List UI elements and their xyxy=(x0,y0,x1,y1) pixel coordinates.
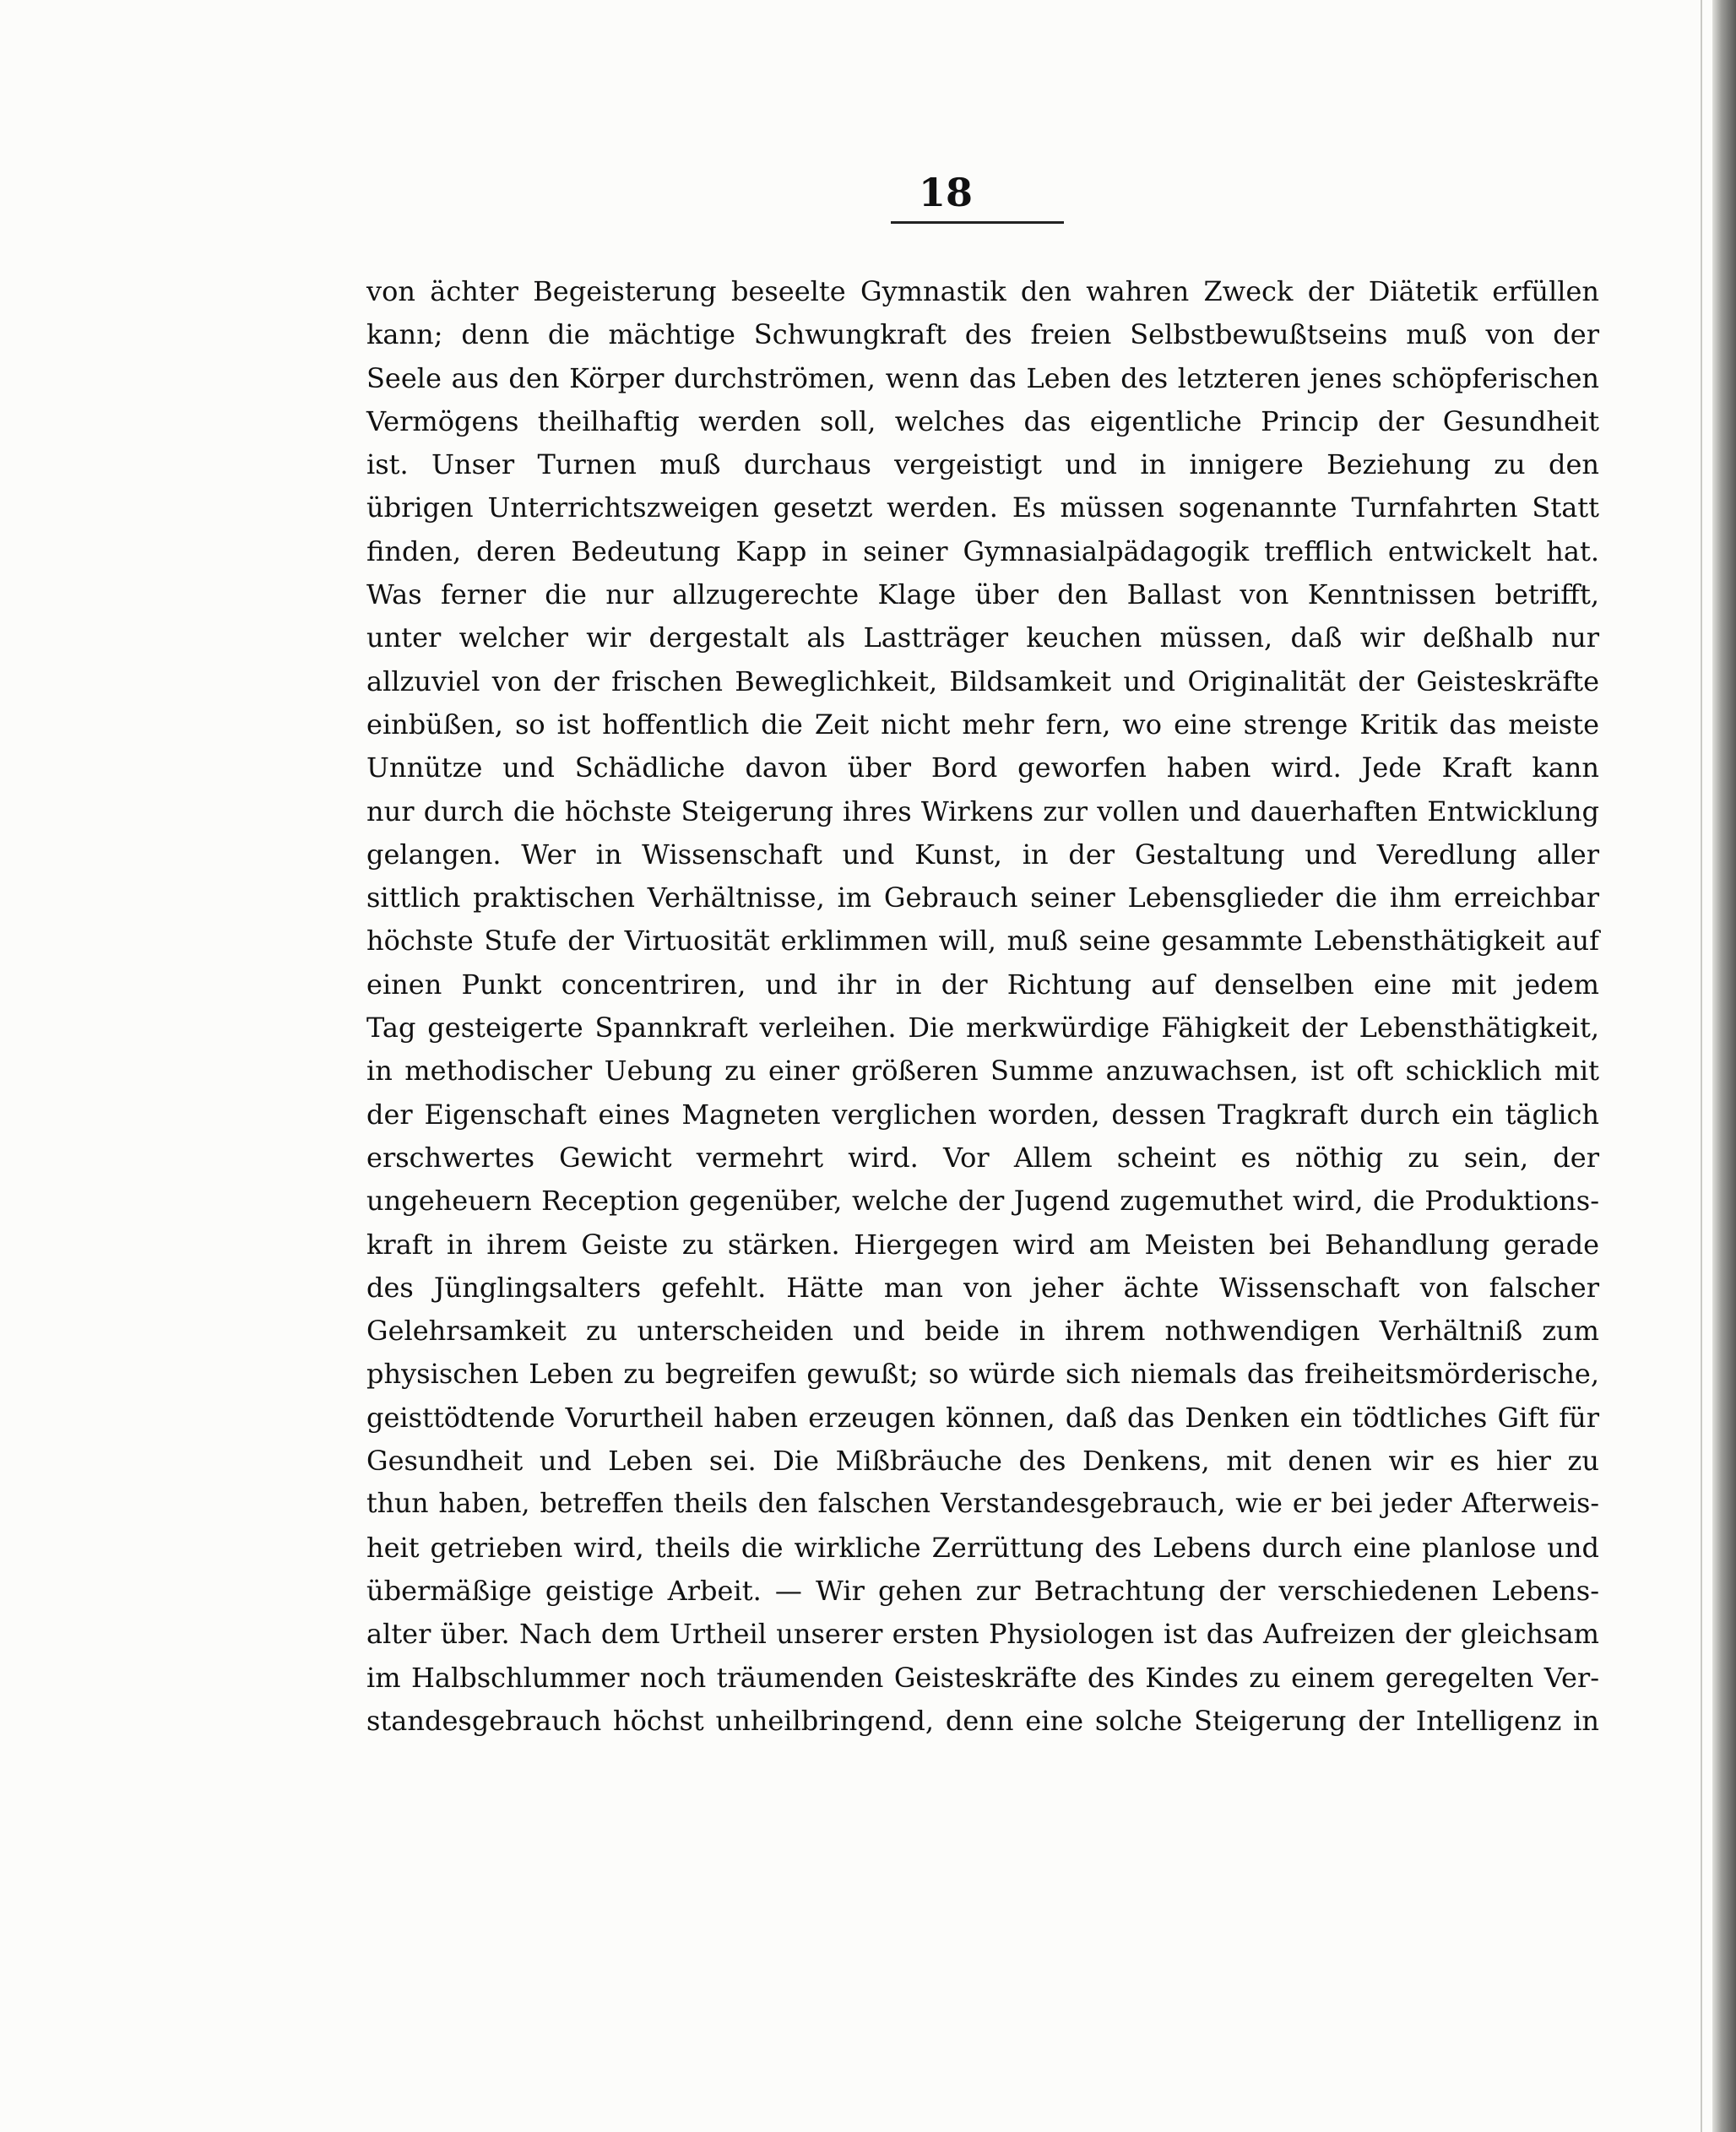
text-line: übermäßige geistige Arbeit. — Wir gehen zur Betrachtung der verschiedenen Lebens- xyxy=(366,1574,1599,1607)
text-line: von ächter Begeisterung beseelte Gymnastik den wahren Zweck der Diätetik erfüllen xyxy=(366,275,1599,307)
binding-edge xyxy=(1712,0,1736,2132)
body-text xyxy=(366,270,1599,1743)
text-line: höchste Stufe der Virtuosität erklimmen will, muß seine gesammte Lebensthätigkeit auf xyxy=(366,925,1599,958)
text-line: Was ferner die nur allzugerechte Klage über den Ballast von Kenntnissen betrifft, xyxy=(366,578,1599,611)
text-line: thun haben, betreffen theils den falschen Verstandesgebrauch, wie er bei jeder Afterweis- xyxy=(366,1489,1599,1520)
text-line: kann; denn die mächtige Schwungkraft des freien Selbstbewußtseins muß von der xyxy=(366,318,1599,351)
text-line: sittlich praktischen Verhältnisse, im Gebrauch seiner Lebensglieder die ihm erreichbar xyxy=(366,882,1599,914)
text-line: standesgebrauch höchst unheilbringend, denn eine solche Steigerung der Intelligenz in xyxy=(366,1704,1599,1737)
text-line: physischen Leben zu begreifen gewußt; so würde sich niemals das freiheitsmörderische, xyxy=(366,1358,1599,1391)
header-rule xyxy=(891,221,1064,224)
binding-shadow-line xyxy=(1701,0,1702,2132)
text-line: des Jünglingsalters gefehlt. Hätte man von jeher ächte Wissenschaft von falscher xyxy=(366,1271,1599,1304)
text-line: kraft in ihrem Geiste zu stärken. Hiergegen wird am Meisten bei Behandlung gerade xyxy=(366,1228,1599,1261)
text-line: unter welcher wir dergestalt als Lastträger keuchen müssen, daß wir deßhalb nur xyxy=(366,621,1599,654)
text-line: heit getrieben wird, theils die wirkliche Zerrüttung des Lebens durch eine planlose und xyxy=(366,1531,1599,1564)
text-line: einbüßen, so ist hoffentlich die Zeit nicht mehr fern, wo eine strenge Kritik das meiste xyxy=(366,708,1599,741)
text-line: Gelehrsamkeit zu unterscheiden und beide in ihrem nothwendigen Verhältniß zum xyxy=(366,1315,1599,1348)
text-line: ungeheuern Reception gegenüber, welche der Jugend zugemuthet wird, die Produktions- xyxy=(366,1185,1599,1218)
page-number: 18 xyxy=(918,170,973,215)
text-line: Tag gesteigerte Spannkraft verleihen. Die merkwürdige Fähigkeit der Lebensthätigkeit, xyxy=(366,1012,1599,1044)
text-line: ist. Unser Turnen muß durchaus vergeistigt und in innigere Beziehung zu den xyxy=(366,448,1599,481)
text-line: Gesundheit und Leben sei. Die Mißbräuche des Denkens, mit denen wir es hier zu xyxy=(366,1445,1599,1478)
text-line: der Eigenschaft eines Magneten verglichen worden, dessen Tragkraft durch ein täglich xyxy=(366,1098,1599,1131)
text-line: alter über. Nach dem Urtheil unserer ersten Physiologen ist das Aufreizen der gleichsam xyxy=(366,1618,1599,1651)
text-line: Seele aus den Körper durchströmen, wenn das Leben des letzteren jenes schöpferischen xyxy=(366,361,1599,394)
text-line: nur durch die höchste Steigerung ihres Wirkens zur vollen und dauerhaften Entwicklung xyxy=(366,795,1599,827)
text-line: gelangen. Wer in Wissenschaft und Kunst, in der Gestaltung und Veredlung aller xyxy=(366,838,1599,871)
text-line: einen Punkt concentriren, und ihr in der Richtung auf denselben eine mit jedem xyxy=(366,968,1599,1001)
text-line: Unnütze und Schädliche davon über Bord geworfen haben wird. Jede Kraft kann xyxy=(366,751,1599,784)
text-line: finden, deren Bedeutung Kapp in seiner Gymnasialpädagogik trefflich entwickelt hat. xyxy=(366,534,1599,567)
text-line: erschwertes Gewicht vermehrt wird. Vor Allem scheint es nöthig zu sein, der xyxy=(366,1141,1599,1174)
text-line: in methodischer Uebung zu einer größeren Summe anzuwachsen, ist oft schicklich mit xyxy=(366,1055,1599,1088)
text-line: übrigen Unterrichtszweigen gesetzt werden. Es müssen sogenannte Turnfahrten Statt xyxy=(366,491,1599,524)
text-line: allzuviel von der frischen Beweglichkeit, Bildsamkeit und Originalität der Geisteskräfte xyxy=(366,665,1599,697)
text-line: im Halbschlummer noch träumenden Geisteskräfte des Kindes zu einem geregelten Ver- xyxy=(366,1661,1599,1694)
text-line: geisttödtende Vorurtheil haben erzeugen können, daß das Denken ein tödtliches Gift für xyxy=(366,1401,1599,1434)
text-line: Vermögens theilhaftig werden soll, welches das eigentliche Princip der Gesundheit xyxy=(366,404,1599,437)
